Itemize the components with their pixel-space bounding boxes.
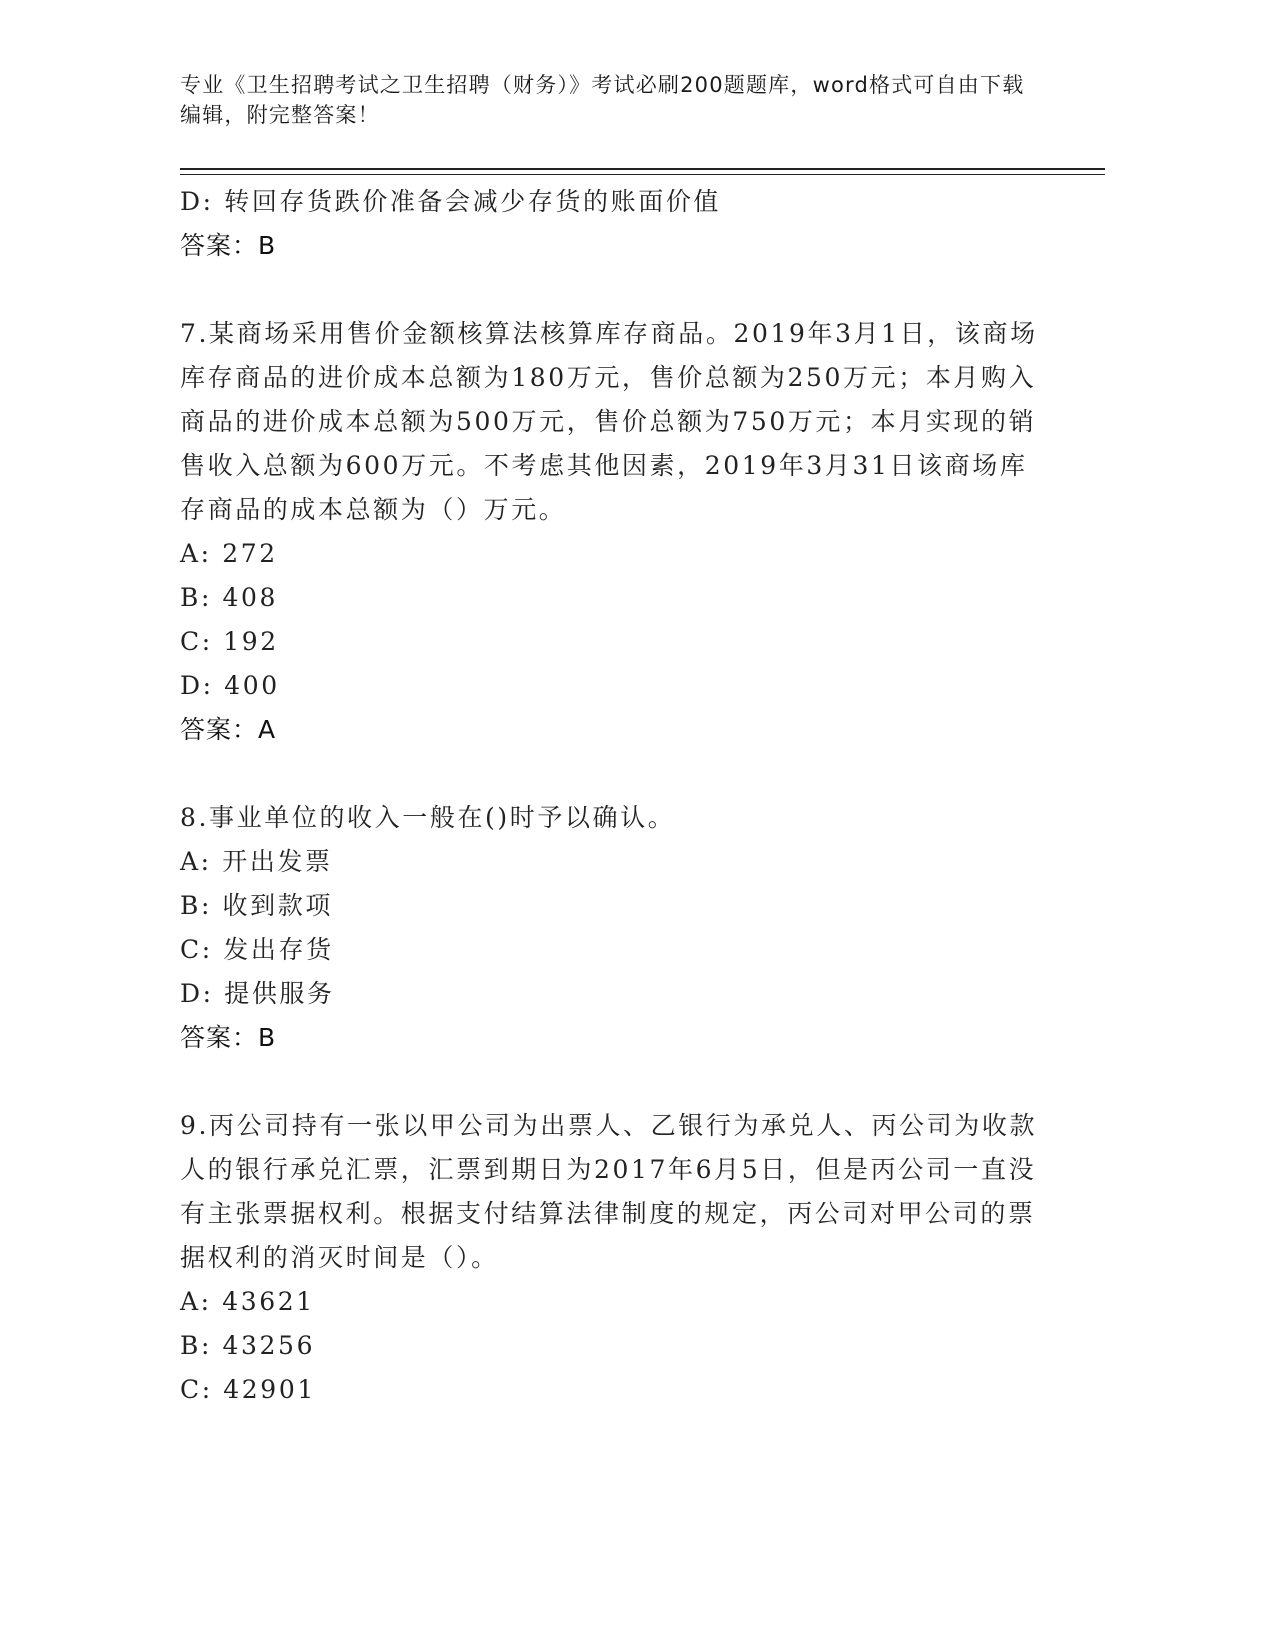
option-d: D: 提供服务 [180, 979, 335, 1008]
option-a: A: 272 [180, 539, 278, 568]
spacer [180, 752, 1040, 796]
option-c: C: 42901 [180, 1375, 316, 1404]
option-b: B: 43256 [180, 1331, 316, 1360]
answer-line: 答案：B [180, 1023, 277, 1052]
header-rule-thick [180, 168, 1105, 170]
spacer [180, 1060, 1040, 1104]
document-header: 专业《卫生招聘考试之卫生招聘（财务）》考试必刷200题题库，word格式可自由下载编辑，附完整答案！ [180, 73, 1025, 127]
question-stem-8: 8.事业单位的收入一般在()时予以确认。 [180, 803, 676, 832]
option-a: A: 43621 [180, 1287, 315, 1316]
spacer [180, 268, 1040, 312]
answer-line: 答案：A [180, 715, 277, 744]
option-b: B: 408 [180, 583, 279, 612]
option-b: B: 收到款项 [180, 891, 333, 920]
option-c: C: 192 [180, 627, 279, 656]
question-stem-7: 7.某商场采用售价金额核算法核算库存商品。2019年3月1日，该商场库存商品的进价成本总额为180万元，售价总额为250万元；本月购入商品的进价成本总额为500万元，售价总额为750万元；本月实现的销售收入总额为600万元。不考虑其他因素，2019年3月31日该商场库存商品的成本总额为（）万元。 [180, 319, 1038, 524]
option-c: C: 发出存货 [180, 935, 334, 964]
option-a: A: 开出发票 [180, 847, 333, 876]
answer-line: 答案：B [180, 231, 277, 260]
question-stem-9: 9.丙公司持有一张以甲公司为出票人、乙银行为承兑人、丙公司为收款人的银行承兑汇票，汇票到期日为2017年6月5日，但是丙公司一直没有主张票据权利。根据支付结算法律制度的规定，丙公司对甲公司的票据权利的消灭时间是（）。 [180, 1111, 1038, 1272]
document-body [180, 180, 1040, 1412]
header-rule-thin [180, 174, 1105, 175]
option-d: D: 转回存货跌价准备会减少存货的账面价值 [180, 187, 722, 216]
option-d: D: 400 [180, 671, 280, 700]
